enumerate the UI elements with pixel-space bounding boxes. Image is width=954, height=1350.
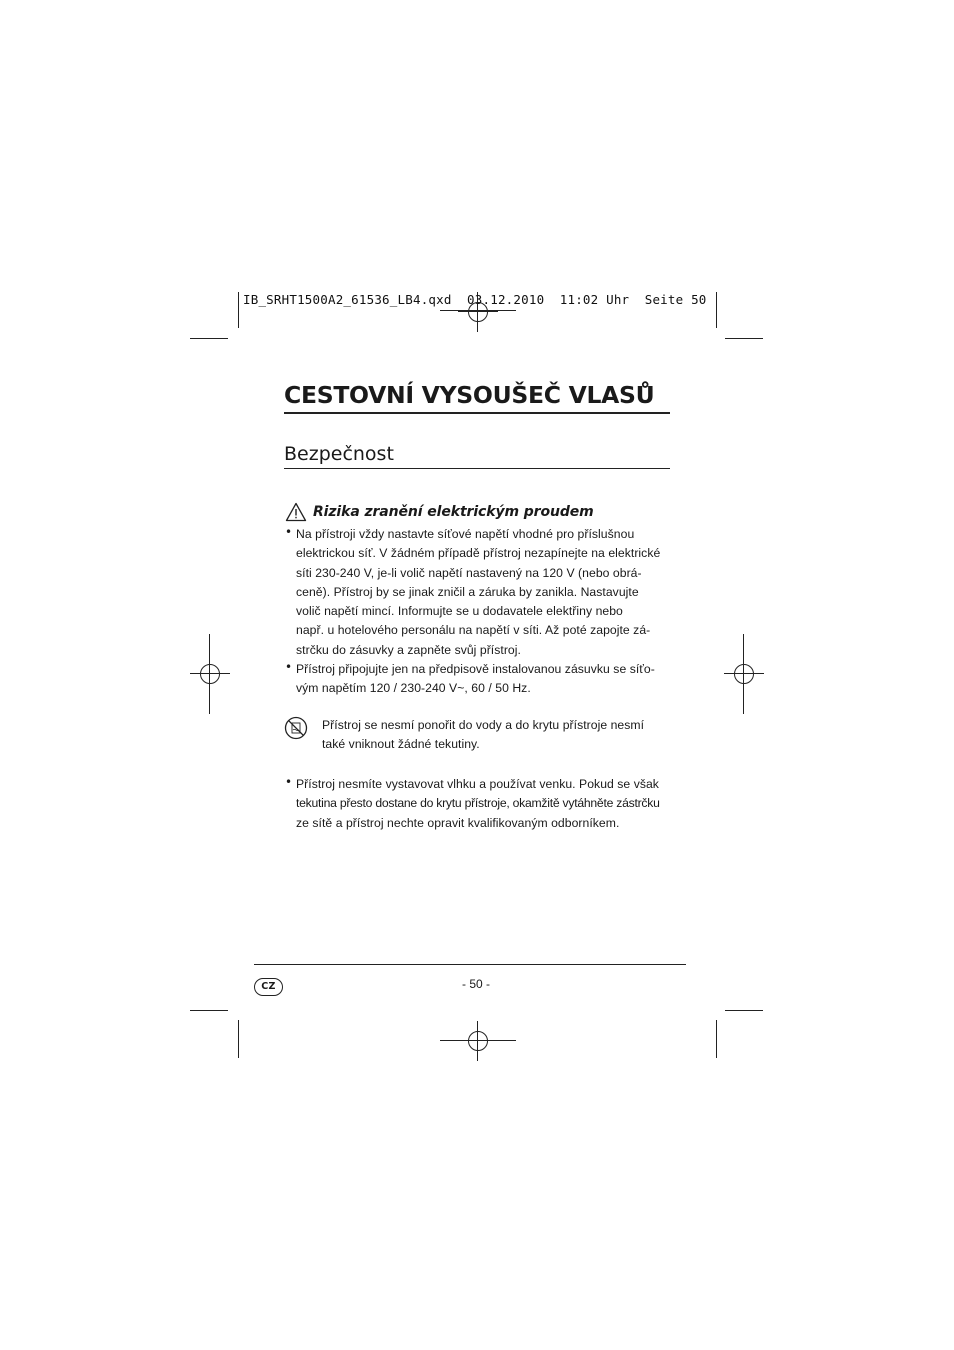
text-line: ceně). Přístroj by se jinak zničil a záruka by zanikla. Nastavujte (296, 584, 639, 599)
text-line: tekutina přesto dostane do krytu přístroje, okamžitě vytáhněte zástrčku (296, 796, 660, 811)
text-line: také vniknout žádné tekutiny. (322, 737, 480, 752)
section-heading: Bezpečnost (284, 442, 670, 469)
text-line: vým napětím 120 / 230-240 V~, 60 / 50 Hz. (296, 681, 531, 696)
moisture-bullet-list (284, 775, 669, 833)
text-line: např. u hotelového personálu na napětí v síti. Až poté zapojte zá- (296, 623, 651, 638)
warning-heading-text: Rizika zranění elektrickým proudem (313, 504, 594, 520)
language-badge: CZ (254, 978, 283, 996)
text-line: ze sítě a přístroj nechte opravit kvalifikovaným odborníkem. (296, 815, 620, 830)
note-text (322, 716, 644, 755)
no-water-icon (284, 716, 308, 740)
text-line: strčku do zásuvky a zapněte svůj přístroj. (296, 642, 521, 657)
list-item (284, 525, 669, 660)
registration-mark-left (190, 654, 230, 694)
page-title: CESTOVNÍ VYSOUŠEČ VLASŮ (284, 380, 670, 414)
text-line: • Na přístroji vždy nastavte síťové napětí vhodné pro příslušnou (296, 527, 635, 541)
text-line: • Přístroj nesmíte vystavovat vlhku a používat venku. Pokud se však (296, 777, 659, 791)
page-number: - 50 - (461, 977, 490, 991)
text-line: Přístroj se nesmí ponořit do vody a do krytu přístroje nesmí (322, 718, 645, 732)
list-item (284, 660, 669, 699)
warning-heading (285, 500, 594, 524)
warning-triangle-icon (285, 502, 307, 522)
registration-mark-right (724, 654, 764, 694)
footer-rule (254, 964, 686, 965)
list-item (284, 775, 669, 833)
text-line: síti 230-240 V, je-li volič napětí nastavený na 120 V (nebo obrá- (296, 565, 642, 580)
safety-bullet-list (284, 525, 669, 699)
text-line: volič napětí mincí. Informujte se u dodavatele elektřiny nebo (296, 604, 623, 619)
text-line: • Přístroj připojujte jen na předpisově instalovanou zásuvku se síťo- (296, 662, 655, 677)
registration-mark-bottom (458, 1021, 498, 1061)
text-line: elektrickou síť. V žádném případě přístroj nezapínejte na elektrické (296, 546, 661, 561)
print-slug: IB_SRHT1500A2_61536_LB4.qxd 03.12.2010 11:02 Uhr Seite 50 (243, 292, 707, 307)
